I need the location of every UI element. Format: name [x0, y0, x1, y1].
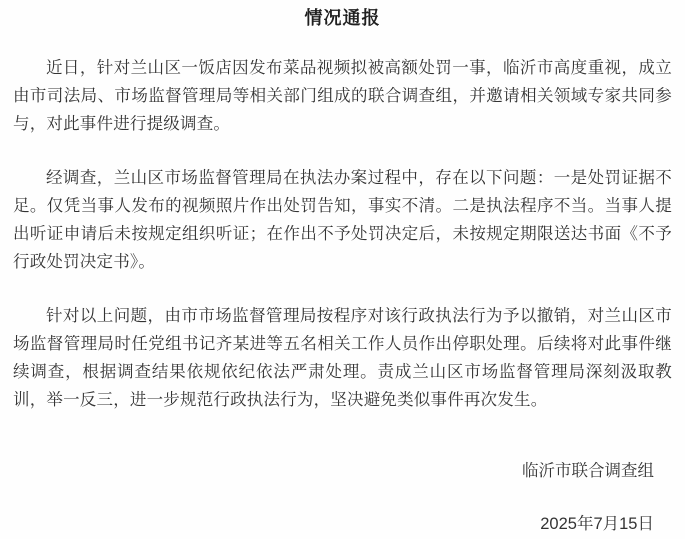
page-title: 情况通报 — [304, 8, 381, 28]
paragraph-intro: 近日，针对兰山区一饭店因发布菜品视频拟被高额处罚一事，临沂市高度重视，成立由市司法局、市场监督管理局等相关部门组成的联合调查组，并邀请相关领域专家共同参与，对此事件进行提级调查。 — [13, 59, 672, 133]
date: 2025年7月15日 — [540, 515, 654, 533]
signature-block — [13, 457, 672, 538]
paragraph-findings: 经调查，兰山区市场监督管理局在执法办案过程中，存在以下问题：一是处罚证据不足。仅凭当事人发布的视频照片作出处罚告知，事实不清。二是执法程序不当。当事人提出听证申请后未按规定组织听证；在作出不予处罚决定后，未按规定期限送达书面《不予行政处罚决定书》。 — [13, 169, 672, 271]
signature: 临沂市联合调查组 — [522, 462, 654, 480]
paragraph-actions: 针对以上问题，由市市场监督管理局按程序对该行政执法行为予以撤销，对兰山区市场监督管理局时任党组书记齐某进等五名相关工作人员作出停职处理。后续将对此事件继续调查，根据调查结果依规依纪依法严肃处理。责成兰山区市场监督管理局深刻汲取教训，举一反三，进一步规范行政执法行为，坚决避免类似事件再次发生。 — [13, 307, 672, 409]
